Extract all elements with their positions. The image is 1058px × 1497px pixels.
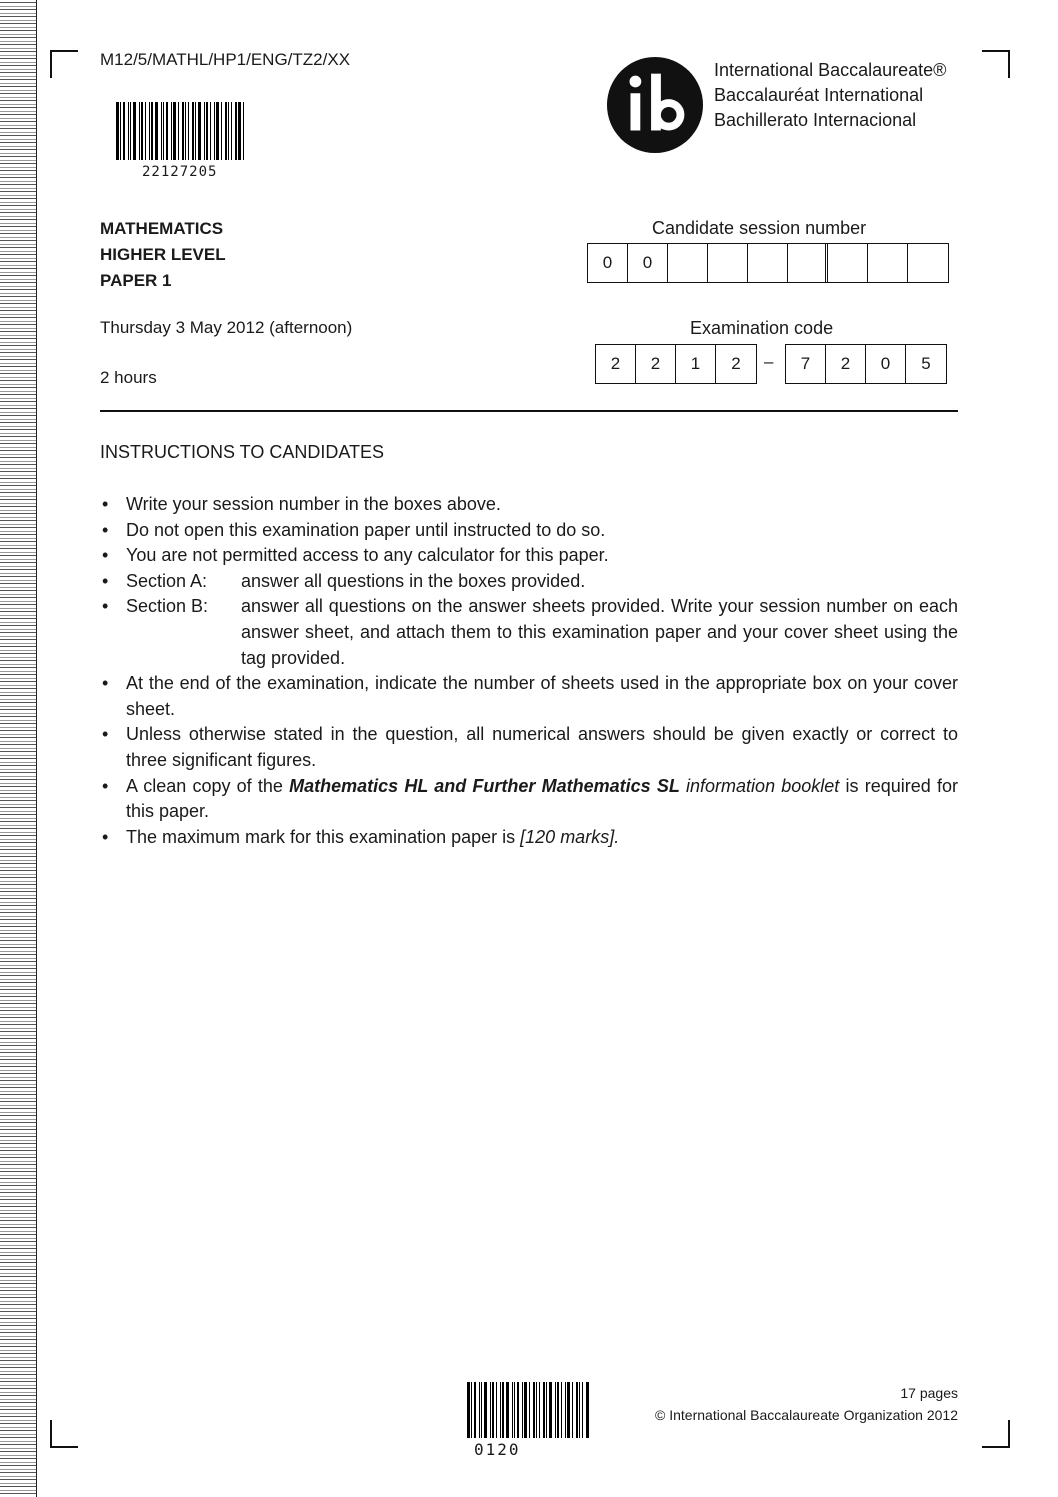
session-box[interactable]: 0 — [628, 244, 668, 282]
barcode-bar — [533, 1382, 535, 1438]
subject-level: HIGHER LEVEL — [100, 245, 226, 264]
crop-mark-bottom-right — [982, 1420, 1010, 1448]
barcode-bar — [210, 102, 211, 160]
header-divider — [100, 410, 958, 412]
section-a-label: Section A: — [126, 570, 208, 591]
barcode-bar — [192, 102, 194, 160]
barcode-bar — [539, 1382, 540, 1438]
barcode-bar — [204, 102, 205, 160]
barcode-bar — [579, 1382, 580, 1438]
barcode-bar — [128, 102, 129, 160]
barcode-bar — [479, 1382, 480, 1438]
paper-reference-code: M12/5/MATHL/HP1/ENG/TZ2/XX — [100, 50, 351, 69]
bullet-icon: • — [102, 826, 109, 847]
exam-code-group-2 — [785, 344, 947, 384]
barcode-bar — [116, 102, 119, 160]
exam-code-box: 0 — [866, 345, 906, 383]
barcode-bar — [151, 102, 153, 160]
exam-code-box: 2 — [826, 345, 866, 383]
session-box[interactable] — [668, 244, 708, 282]
barcode-bar — [166, 102, 168, 160]
instructions-heading: INSTRUCTIONS TO CANDIDATES — [100, 442, 385, 462]
barcode-bar — [481, 1382, 482, 1438]
crop-mark-top-right — [982, 50, 1010, 78]
barcode-bar — [512, 1382, 513, 1438]
instruction-item-booklet: • A clean copy of the Mathematics HL and Further Mathematics SL information booklet is required for this paper. — [102, 775, 958, 822]
barcode-bar — [120, 102, 121, 160]
barcode-bar — [238, 102, 241, 160]
barcode-bar — [214, 102, 215, 160]
logo-line-english: International Baccalaureate® — [714, 60, 947, 80]
ib-logo-text — [714, 58, 946, 133]
barcode-bar — [178, 102, 179, 160]
barcode-bar — [514, 1382, 515, 1438]
crop-mark-bottom-left — [50, 1420, 78, 1448]
instructions-list — [100, 492, 958, 850]
barcode-bar — [549, 1382, 552, 1438]
barcode-bar — [536, 1382, 537, 1438]
bullet-icon: • — [102, 519, 109, 540]
barcode-bar — [522, 1382, 523, 1438]
barcode-bar — [243, 102, 244, 160]
barcode-bar — [155, 102, 158, 160]
barcode-bar — [500, 1382, 501, 1438]
exam-code-box: 7 — [786, 345, 826, 383]
barcode-bar — [586, 1382, 589, 1438]
exam-code-label: Examination code — [690, 318, 834, 338]
instruction-item: • Unless otherwise stated in the question, all numerical answers should be given exactly or correct to three significant figures. — [102, 724, 958, 770]
session-box[interactable] — [868, 244, 908, 282]
subject-title: MATHEMATICS — [100, 219, 224, 238]
session-box[interactable] — [908, 244, 948, 282]
exam-code-dash: – — [764, 352, 774, 371]
barcode-bar — [206, 102, 208, 160]
barcode-bar — [221, 102, 222, 160]
instruction-item: • At the end of the examination, indicate the number of sheets used in the appropriate box on your cover sheet. — [102, 673, 958, 719]
exam-code-box: 1 — [676, 345, 716, 383]
bullet-icon: • — [102, 545, 109, 566]
barcode-bar — [496, 1382, 497, 1438]
barcode-bottom-number: 0120 — [474, 1440, 521, 1459]
logo-line-french: Baccalauréat International — [714, 85, 924, 105]
exam-code-box: 2 — [636, 345, 676, 383]
bullet-icon: • — [102, 724, 109, 745]
barcode-top-number: 22127205 — [142, 164, 218, 180]
exam-code-box: 5 — [921, 354, 931, 373]
barcode-bar — [173, 102, 176, 160]
barcode-bar — [235, 102, 237, 160]
barcode-bar — [565, 1382, 566, 1438]
booklet-title: Mathematics HL and Further Mathematics SL — [289, 775, 680, 796]
barcode-bar — [149, 102, 150, 160]
instruction-section-b — [100, 594, 958, 671]
bullet-icon: • — [102, 673, 109, 694]
section-a-text: answer all questions in the boxes provided. — [241, 570, 586, 591]
subject-block — [100, 216, 226, 294]
exam-code-box: 2 — [596, 345, 636, 383]
session-box[interactable] — [788, 244, 828, 282]
barcode-bar — [467, 1382, 470, 1438]
bullet-icon: • — [102, 494, 109, 514]
crop-mark-top-left — [50, 50, 78, 78]
barcode-bar — [171, 102, 172, 160]
bullet-icon: • — [102, 775, 109, 796]
barcode-bar — [123, 102, 125, 160]
barcode-bar — [546, 1382, 547, 1438]
barcode-bar — [524, 1382, 527, 1438]
barcode-bar — [225, 102, 227, 160]
barcode-bar — [492, 1382, 494, 1438]
barcode-bar — [471, 1382, 472, 1438]
copyright-notice: © International Baccalaureate Organization 2012 — [655, 1407, 958, 1423]
barcode-bar — [484, 1382, 487, 1438]
bullet-icon: • — [102, 596, 109, 617]
barcode-bar — [195, 102, 196, 160]
exam-duration: 2 hours — [100, 368, 157, 387]
section-b-text: answer all questions on the answer sheets provided. Write your session number on each answer sheet, and attach them to this examination paper and your cover sheet using the tag provided. — [241, 596, 958, 668]
exam-code-group-1 — [595, 344, 757, 384]
scan-edge-strip — [0, 0, 37, 1497]
barcode-bar — [502, 1382, 504, 1438]
barcode-bar — [561, 1382, 562, 1438]
barcode-bar — [161, 102, 162, 160]
barcode-bar — [572, 1382, 573, 1438]
barcode-bar — [231, 102, 232, 160]
barcode-bar — [567, 1382, 570, 1438]
barcode-bottom — [467, 1382, 590, 1438]
barcode-bar — [139, 102, 140, 160]
ib-logo-icon — [606, 56, 704, 154]
barcode-bar — [474, 1382, 476, 1438]
barcode-bar — [198, 102, 201, 160]
session-number-boxes — [587, 243, 949, 283]
barcode-bar — [576, 1382, 578, 1438]
bullet-icon: • — [102, 570, 109, 591]
barcode-bar — [130, 102, 131, 160]
barcode-bar — [228, 102, 229, 160]
footer-info — [655, 1382, 958, 1426]
barcode-bar — [543, 1382, 545, 1438]
barcode-bar — [133, 102, 136, 160]
logo-line-spanish: Bachillerato Internacional — [714, 110, 917, 130]
exam-code-box: 2 — [731, 354, 741, 373]
exam-date: Thursday 3 May 2012 (afternoon) — [100, 318, 353, 337]
barcode-bar — [517, 1382, 519, 1438]
barcode-bar — [506, 1382, 509, 1438]
session-box[interactable] — [748, 244, 788, 282]
instruction-item: • Do not open this examination paper until instructed to do so. — [100, 518, 958, 544]
barcode-bar — [182, 102, 184, 160]
session-number-label: Candidate session number — [652, 218, 867, 238]
session-box[interactable] — [828, 244, 868, 282]
barcode-bar — [163, 102, 164, 160]
barcode-bar — [185, 102, 186, 160]
max-mark-value: [120 marks]. — [520, 826, 620, 847]
barcode-bar — [529, 1382, 530, 1438]
session-box[interactable]: 0 — [588, 244, 628, 282]
barcode-bar — [216, 102, 219, 160]
instruction-item-max-mark: • The maximum mark for this examination paper is [120 marks]. — [100, 825, 958, 851]
session-box[interactable] — [708, 244, 748, 282]
instruction-section-a — [100, 569, 958, 595]
section-b-label: Section B: — [126, 596, 209, 617]
barcode-top — [116, 102, 247, 160]
subject-paper: PAPER 1 — [100, 271, 172, 290]
barcode-bar — [145, 102, 146, 160]
barcode-bar — [141, 102, 143, 160]
barcode-bar — [555, 1382, 556, 1438]
instruction-item: • You are not permitted access to any calculator for this paper. — [100, 543, 958, 569]
barcode-bar — [557, 1382, 559, 1438]
barcode-bar — [582, 1382, 583, 1438]
instruction-item: • Write your session number in the boxes above. — [100, 492, 958, 518]
barcode-bar — [490, 1382, 491, 1438]
barcode-bar — [188, 102, 189, 160]
page-count: 17 pages — [900, 1385, 958, 1401]
